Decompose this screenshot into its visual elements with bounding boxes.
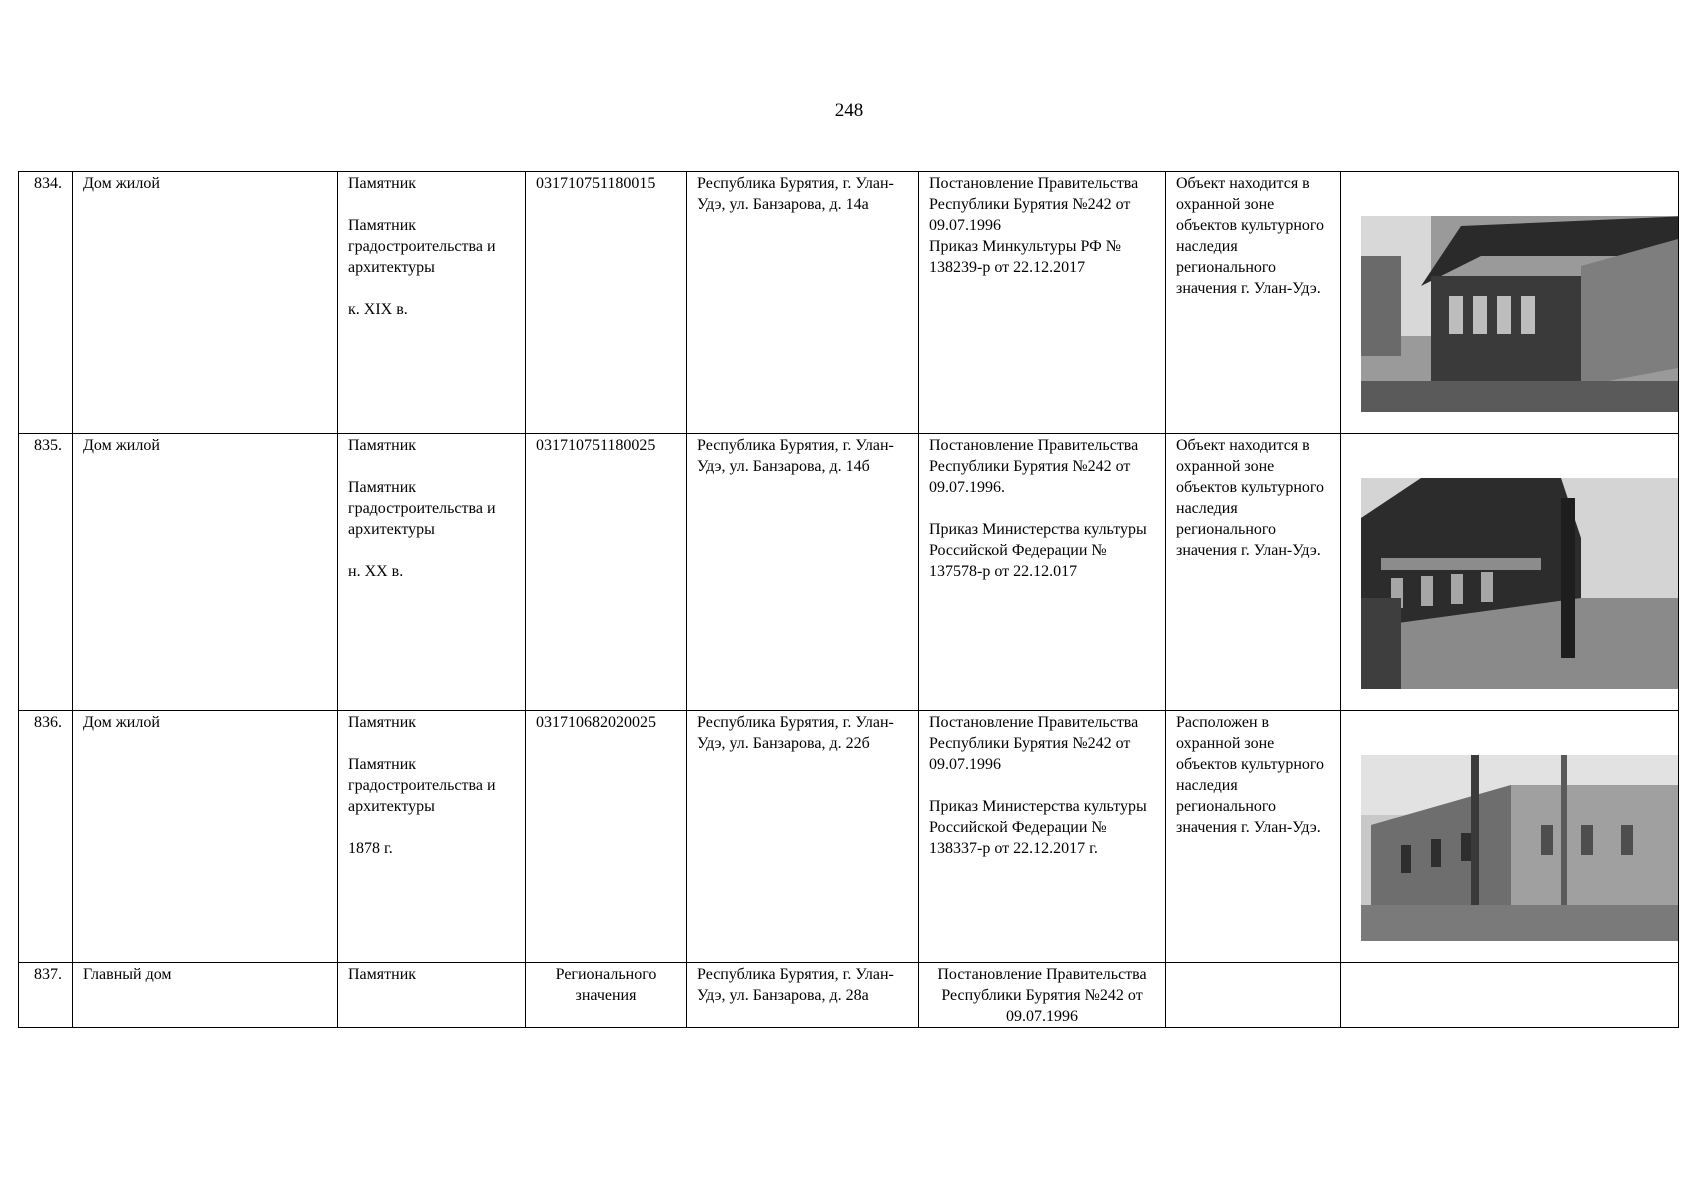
- object-name: Дом жилой: [73, 172, 338, 434]
- legal-document: Постановление Правительства Республики Бурятия №242 от 09.07.1996 Приказ Минкультуры РФ № 138239-р от 22.12.2017: [919, 172, 1166, 434]
- object-address: Республика Бурятия, г. Улан-Удэ, ул. Банзарова, д. 14б: [687, 434, 919, 711]
- object-note: Объект находится в охранной зоне объектов культурного наследия регионального значения г. Улан-Удэ.: [1166, 434, 1341, 711]
- page-number: 248: [834, 100, 864, 121]
- object-category: Памятник Памятник градостроительства и архитектуры к. XIX в.: [338, 172, 526, 434]
- heritage-registry-table: [18, 171, 1679, 1028]
- building-photo: [1361, 755, 1679, 941]
- legal-document: Постановление Правительства Республики Бурятия №242 от 09.07.1996. Приказ Министерства культуры Российской Федерации № 137578-р от 22.12.017: [919, 434, 1166, 711]
- object-category: Памятник Памятник градостроительства и архитектуры 1878 г.: [338, 711, 526, 963]
- object-address: Республика Бурятия, г. Улан-Удэ, ул. Банзарова, д. 28а: [687, 963, 919, 1028]
- building-photo: [1361, 216, 1679, 412]
- object-photo-cell: [1341, 963, 1679, 1028]
- object-name: Дом жилой: [73, 434, 338, 711]
- object-category: Памятник Памятник градостроительства и архитектуры н. XX в.: [338, 434, 526, 711]
- object-photo-cell: [1341, 434, 1679, 711]
- registry-code: Регионального значения: [526, 963, 687, 1028]
- object-photo-cell: [1341, 172, 1679, 434]
- object-category: Памятник: [338, 963, 526, 1028]
- legal-document: Постановление Правительства Республики Бурятия №242 от 09.07.1996 Приказ Министерства культуры Российской Федерации № 138337-р от 22.12.2017 г.: [919, 711, 1166, 963]
- table-row: [19, 963, 1679, 1028]
- legal-document: Постановление Правительства Республики Бурятия №242 от 09.07.1996: [919, 963, 1166, 1028]
- table-row: [19, 172, 1679, 434]
- row-number: 837.: [19, 963, 73, 1028]
- object-note: Объект находится в охранной зоне объектов культурного наследия регионального значения г. Улан-Удэ.: [1166, 172, 1341, 434]
- object-photo-cell: [1341, 711, 1679, 963]
- object-note: [1166, 963, 1341, 1028]
- row-number: 834.: [19, 172, 73, 434]
- object-name: Дом жилой: [73, 711, 338, 963]
- table-row: [19, 711, 1679, 963]
- table-row: [19, 434, 1679, 711]
- registry-code: 031710682020025: [526, 711, 687, 963]
- registry-code: 031710751180015: [526, 172, 687, 434]
- registry-code: 031710751180025: [526, 434, 687, 711]
- object-name: Главный дом: [73, 963, 338, 1028]
- object-note: Расположен в охранной зоне объектов культурного наследия регионального значения г. Улан-Удэ.: [1166, 711, 1341, 963]
- row-number: 835.: [19, 434, 73, 711]
- object-address: Республика Бурятия, г. Улан-Удэ, ул. Банзарова, д. 22б: [687, 711, 919, 963]
- object-address: Республика Бурятия, г. Улан-Удэ, ул. Банзарова, д. 14а: [687, 172, 919, 434]
- building-photo: [1361, 478, 1679, 689]
- row-number: 836.: [19, 711, 73, 963]
